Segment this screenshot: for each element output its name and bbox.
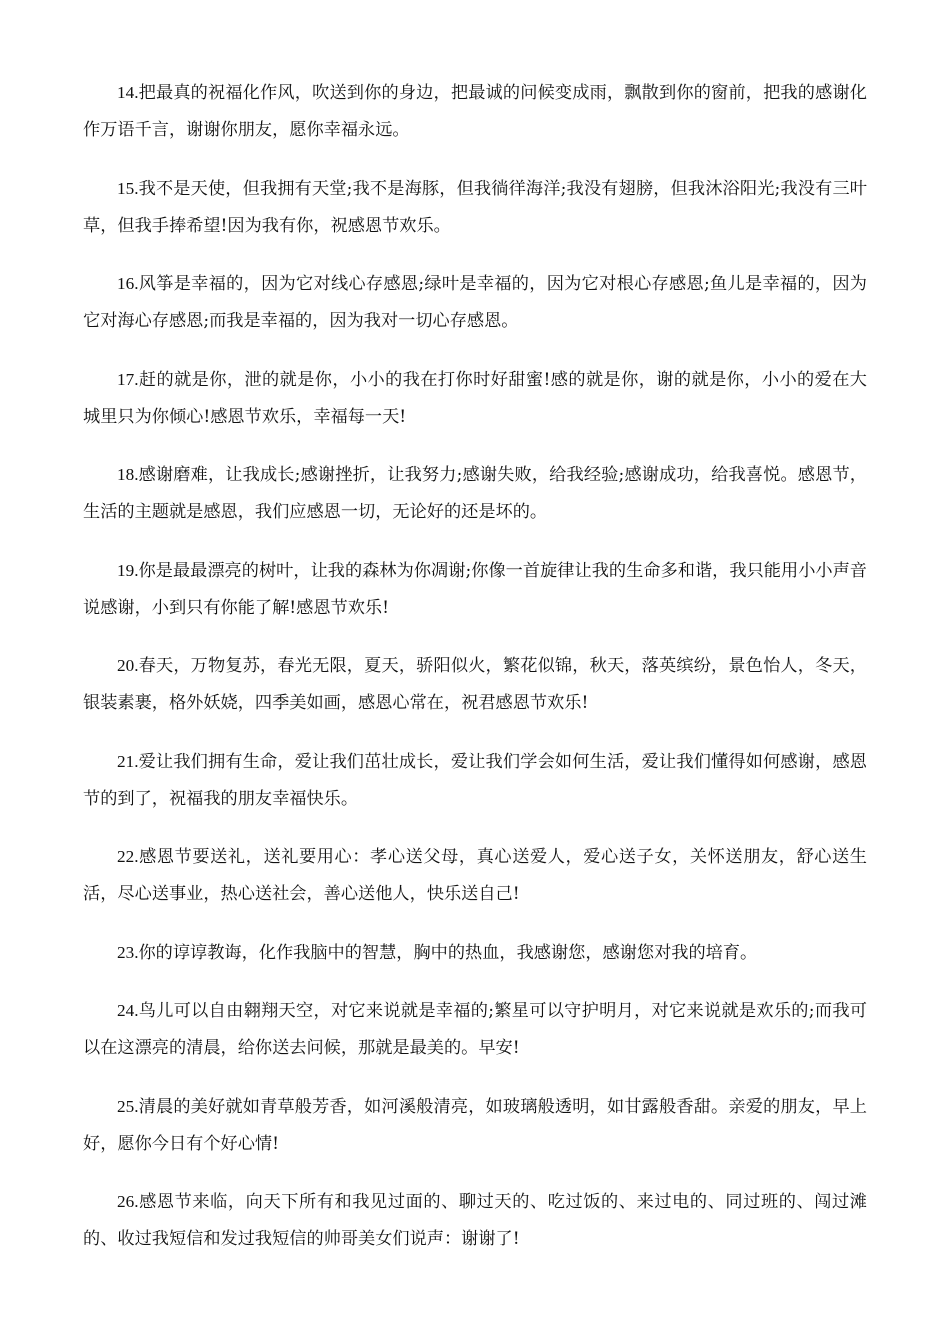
paragraph-21 bbox=[83, 743, 867, 818]
paragraph-20 bbox=[83, 647, 867, 722]
paragraph-text: 你的谆谆教诲，化作我脑中的智慧，胸中的热血，我感谢您，感谢您对我的培育。 bbox=[138, 942, 758, 963]
paragraph-16 bbox=[83, 265, 867, 340]
paragraph-number: 14. bbox=[117, 83, 139, 102]
paragraph-text: 把最真的祝福化作风，吹送到你的身边，把最诚的问候变成雨，飘散到你的窗前，把我的感谢化作万语千言，谢谢你朋友，愿你幸福永远。 bbox=[83, 83, 867, 140]
paragraph-text: 风筝是幸福的，因为它对线心存感恩;绿叶是幸福的，因为它对根心存感恩;鱼儿是幸福的，因为它对海心存感恩;而我是幸福的，因为我对一切心存感恩。 bbox=[83, 274, 867, 331]
paragraph-text: 感恩节来临，向天下所有和我见过面的、聊过天的、吃过饭的、来过电的、同过班的、闯过滩的、收过我短信和发过我短信的帅哥美女们说声：谢谢了! bbox=[83, 1192, 867, 1249]
paragraph-number: 25. bbox=[117, 1096, 139, 1116]
paragraph-number: 23. bbox=[117, 942, 139, 962]
paragraph-text: 鸟儿可以自由翱翔天空，对它来说就是幸福的;繁星可以守护明月，对它来说就是欢乐的;而我可以在这漂亮的清晨，给你送去问候，那就是最美的。早安! bbox=[83, 1001, 867, 1058]
paragraph-number: 18. bbox=[117, 465, 139, 484]
paragraph-number: 19. bbox=[117, 560, 139, 580]
paragraph-number: 15. bbox=[117, 178, 139, 198]
paragraph-number: 22. bbox=[117, 847, 139, 866]
paragraph-number: 17. bbox=[117, 369, 139, 389]
paragraph-17 bbox=[83, 361, 867, 436]
paragraph-23 bbox=[83, 934, 867, 972]
paragraph-15 bbox=[83, 170, 867, 245]
paragraph-text: 爱让我们拥有生命，爱让我们茁壮成长，爱让我们学会如何生活，爱让我们懂得如何感谢，感恩节的到了，祝福我的朋友幸福快乐。 bbox=[83, 751, 867, 809]
paragraph-19 bbox=[83, 552, 867, 627]
paragraph-number: 21. bbox=[117, 751, 139, 771]
paragraph-number: 24. bbox=[117, 1001, 139, 1020]
paragraph-text: 春天，万物复苏，春光无限，夏天，骄阳似火，繁花似锦，秋天，落英缤纷，景色怡人，冬天，银装素裹，格外妖娆，四季美如画，感恩心常在，祝君感恩节欢乐! bbox=[83, 656, 867, 713]
paragraph-24 bbox=[83, 992, 867, 1067]
paragraph-text: 赶的就是你，泄的就是你，小小的我在打你时好甜蜜!感的就是你，谢的就是你，小小的爱在大城里只为你倾心!感恩节欢乐，幸福每一天! bbox=[83, 369, 867, 427]
paragraph-22 bbox=[83, 838, 867, 913]
document-body bbox=[83, 74, 867, 1279]
paragraph-text: 清晨的美好就如青草般芳香，如河溪般清亮，如玻璃般透明，如甘露般香甜。亲爱的朋友，早上好，愿你今日有个好心情! bbox=[83, 1096, 867, 1154]
paragraph-text: 感谢磨难，让我成长;感谢挫折，让我努力;感谢失败，给我经验;感谢成功，给我喜悦。感恩节，生活的主题就是感恩，我们应感恩一切，无论好的还是坏的。 bbox=[83, 465, 867, 522]
paragraph-26 bbox=[83, 1183, 867, 1258]
paragraph-number: 26. bbox=[117, 1192, 139, 1211]
paragraph-number: 16. bbox=[117, 274, 139, 293]
paragraph-text: 你是最最漂亮的树叶，让我的森林为你凋谢;你像一首旋律让我的生命多和谐，我只能用小小声音说感谢，小到只有你能了解!感恩节欢乐! bbox=[83, 560, 867, 618]
paragraph-18 bbox=[83, 456, 867, 531]
paragraph-25 bbox=[83, 1088, 867, 1163]
paragraph-text: 感恩节要送礼，送礼要用心：孝心送父母，真心送爱人，爱心送子女，关怀送朋友，舒心送生活，尽心送事业，热心送社会，善心送他人，快乐送自己! bbox=[83, 847, 867, 904]
paragraph-number: 20. bbox=[117, 656, 139, 675]
paragraph-text: 我不是天使，但我拥有天堂;我不是海豚，但我徜徉海洋;我没有翅膀，但我沐浴阳光;我没有三叶草，但我手捧希望!因为我有你，祝感恩节欢乐。 bbox=[83, 178, 867, 236]
paragraph-14 bbox=[83, 74, 867, 149]
